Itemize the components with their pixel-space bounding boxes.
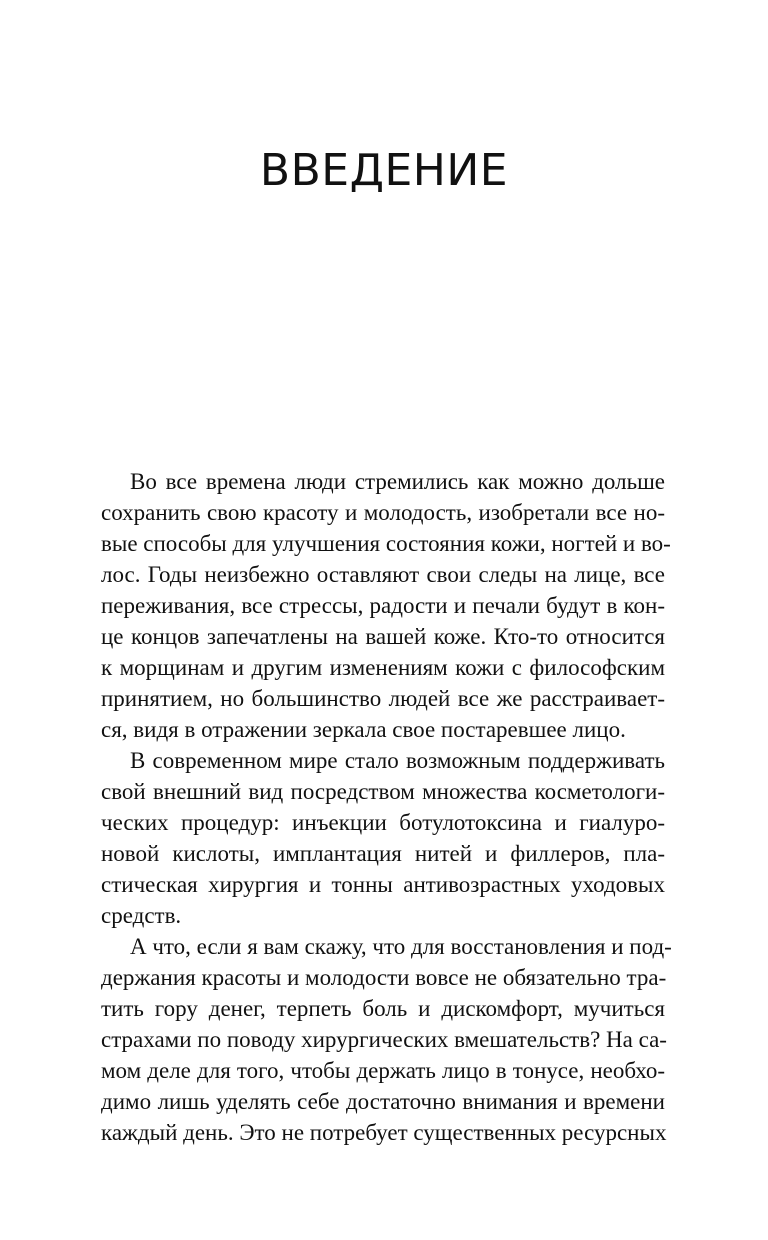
text-line: димо лишь уделять себе достаточно внимания и времени: [101, 1089, 665, 1114]
text-line: вые способы для улучшения состояния кожи, ногтей и во-: [101, 531, 671, 556]
text-line: каждый день. Это не потребует существенных ресурсных: [101, 1120, 667, 1145]
text-line: Во все времена люди стремились как можно дольше: [130, 469, 665, 494]
text-line: держания красоты и молодости вовсе не обязательно тра-: [101, 965, 667, 990]
text-line: страхами по поводу хирургических вмешательств? На са-: [101, 1027, 667, 1052]
text-line: лос. Годы неизбежно оставляют свои следы на лице, все: [101, 562, 665, 587]
text-line: тить гору денег, терпеть боль и дискомфорт, мучиться: [101, 996, 665, 1021]
text-line: А что, если я вам скажу, что для восстановления и под-: [130, 934, 672, 959]
text-line: к морщинам и другим изменениям кожи с философским: [101, 655, 665, 680]
text-line: мом деле для того, чтобы держать лицо в тонусе, необхо-: [101, 1058, 665, 1083]
paragraph-3: [101, 931, 672, 1148]
text-line: сохранить свою красоту и молодость, изобретали все но-: [101, 500, 665, 525]
text-line: це концов запечатлены на вашей коже. Кто-то относится: [101, 624, 665, 649]
paragraph-2: [101, 745, 665, 931]
text-line: стическая хирургия и тонны антивозрастных уходовых: [101, 872, 665, 897]
text-line: новой кислоты, имплантация нитей и филлеров, пла-: [101, 841, 665, 866]
text-line: ческих процедур: инъекции ботулотоксина и гиалуро-: [101, 810, 665, 835]
text-line: принятием, но большинство людей все же расстраивает-: [101, 686, 665, 711]
text-line: средств.: [101, 903, 182, 928]
chapter-title: ВВЕДЕНИЕ: [259, 145, 509, 196]
body-text: [101, 466, 672, 1148]
paragraph-1: [101, 466, 671, 745]
text-line: ся, видя в отражении зеркала свое постаревшее лицо.: [101, 717, 626, 742]
text-line: переживания, все стрессы, радости и печали будут в кон-: [101, 593, 665, 618]
text-line: свой внешний вид посредством множества косметологи-: [101, 779, 665, 804]
text-line: В современном мире стало возможным поддерживать: [130, 748, 665, 773]
